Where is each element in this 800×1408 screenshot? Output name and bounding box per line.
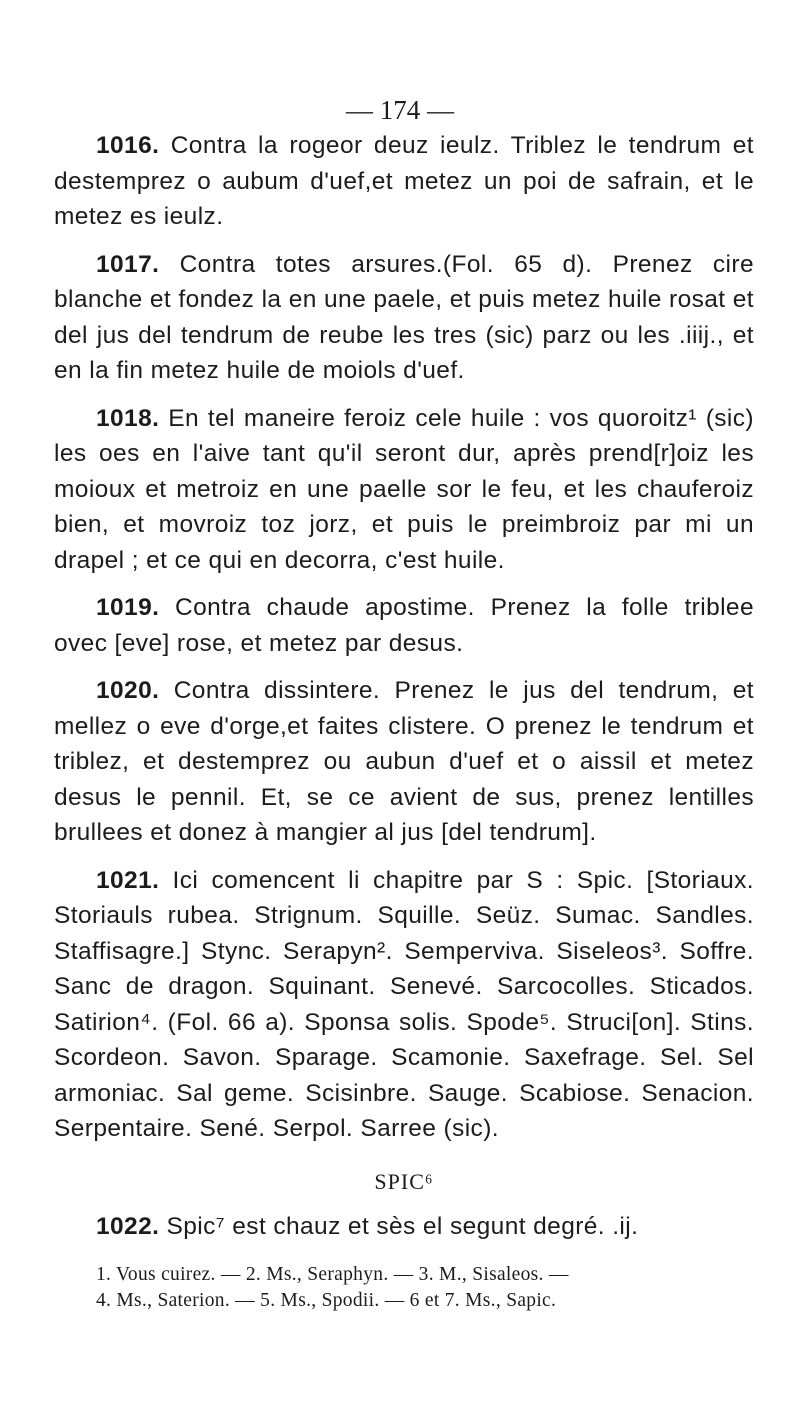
page-body — [54, 128, 754, 1314]
entry-text: Spic⁷ est chauz et sès el segunt degré. .ij. — [166, 1212, 639, 1240]
entry-text: Contra dissintere. Prenez le jus del tendrum, et mellez o eve d'orge,et faites clistere. O prenez le tendrum et triblez, et destemprez ou aubun d'uef et o aissil et metez desus le pennil. Et, se ce avient de sus, prenez lentilles brullees et donez à mangier al jus [del tendrum]. — [54, 677, 754, 846]
paragraph-1018 — [54, 401, 754, 579]
entry-text: Contra totes arsures.(Fol. 65 d). Prenez cire blanche et fondez la en une paele, et puis metez huile rosat et del jus del tendrum de reube les tres (sic) parz ou les .iiij., et en la fin metez huile de moiols d'uef. — [54, 250, 754, 384]
entry-text: Ici comencent li chapitre par S : Spic. [Storiaux. Storiauls rubea. Strignum. Squille. Seüz. Sumac. Sandles. Staffisagre.] Stync. Serapyn². Semperviva. Siseleos³. Soffre. Sanc de dragon. Squinant. Senevé. Sarcocolles. Sticados. Satirion⁴. (Fol. 66 a). Sponsa solis. Spode⁵. Struci[on]. Stins. Scordeon. Savon. Sparage. Scamonie. Saxefrage. Sel. Sel armoniac. Sal geme. Scisinbre. Sauge. Scabiose. Senacion. Serpentaire. Sené. Serpol. Sarree (sic). — [54, 866, 754, 1142]
entry-number: 1022. — [96, 1212, 160, 1240]
entry-text: Contra chaude apostime. Prenez la folle triblee ovec [eve] rose, et metez par desus. — [54, 594, 754, 657]
footnotes — [54, 1262, 754, 1314]
page-number-header: — 174 — — [346, 95, 454, 125]
entry-number: 1021. — [96, 866, 160, 894]
entry-number: 1018. — [96, 404, 160, 432]
section-heading-spic: SPIC⁶ — [374, 1168, 434, 1194]
footnote-line: 1. Vous cuirez. — 2. Ms., Seraphyn. — 3. M., Sisaleos. — — [96, 1264, 569, 1285]
entry-number: 1019. — [96, 594, 160, 621]
entry-text: Contra la rogeor deuz ieulz. Triblez le tendrum et destemprez o aubum d'uef,et metez un poi de safrain, et le metez es ieulz. — [54, 132, 754, 230]
footnote-line: 4. Ms., Saterion. — 5. Ms., Spodii. — 6 et 7. Ms., Sapic. — [96, 1290, 557, 1311]
paragraph-1017 — [54, 247, 754, 389]
paragraph-1021 — [54, 863, 754, 1147]
entry-number: 1020. — [96, 677, 160, 704]
entry-number: 1016. — [96, 132, 160, 159]
paragraph-1019 — [54, 590, 754, 661]
paragraph-1016 — [54, 128, 754, 235]
entry-number: 1017. — [96, 250, 160, 278]
paragraph-1020 — [54, 673, 754, 851]
paragraph-1022 — [54, 1209, 754, 1245]
entry-text: En tel maneire feroiz cele huile : vos quoroitz¹ (sic) les oes en l'aive tant qu'il seront dur, après prend[r]oiz les moioux et metroiz en une paelle sor le feu, et les chauferoiz bien, et movroiz toz jorz, et puis le preimbroiz par mi un drapel ; et ce qui en decorra, c'est huile. — [54, 404, 754, 574]
